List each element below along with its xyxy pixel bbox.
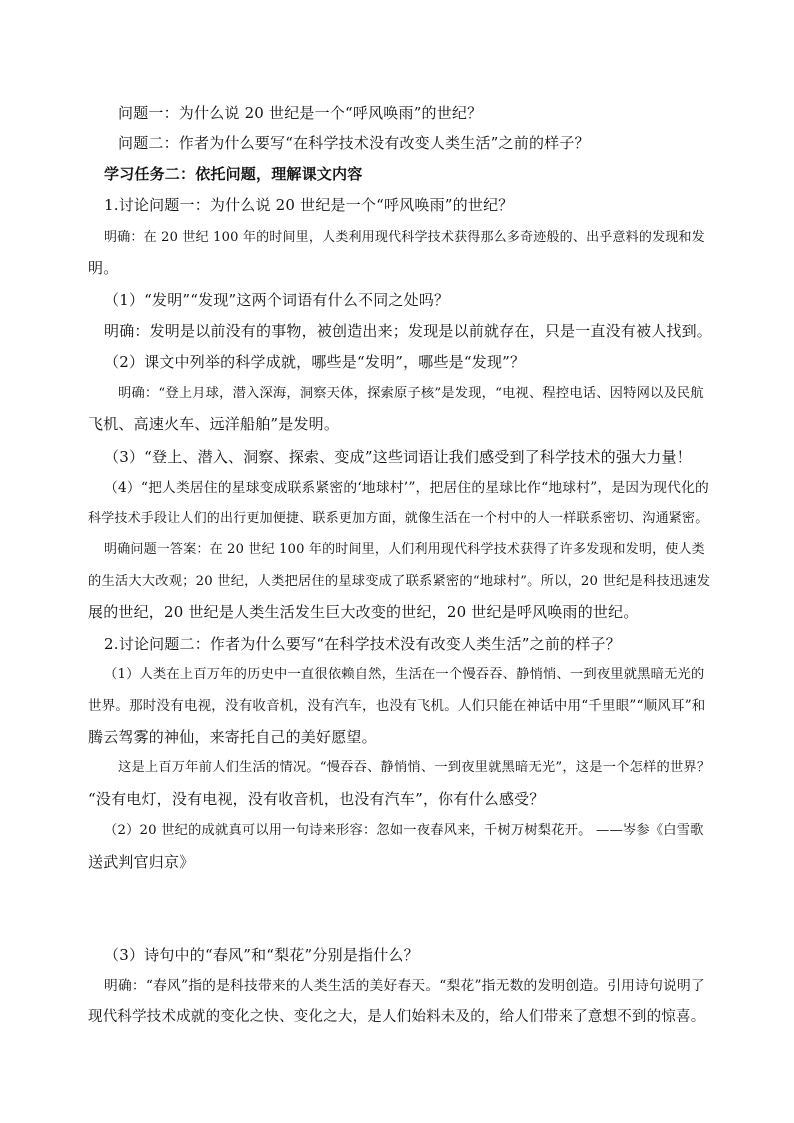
sub-point-4-line-2: 科学技术手段让人们的出行更加便捷、联系更加方面，就像生活在一个村中的人一样联系密切、沟通紧密。	[88, 511, 709, 526]
task-two-heading: 学习任务二：依托问题，理解课文内容	[104, 165, 363, 183]
para-2-line-1: 这是上百万年前人们生活的情况。“慢吞吞、静悄悄、一到夜里就黑暗无光”，这是一个怎样的世界？	[118, 760, 711, 775]
sub-point-4-line-1: （4）“把人类居住的星球变成联系紧密的‘地球村’”，把居住的星球比作“地球村”，是因为现代化的	[104, 480, 710, 496]
discussion-two-title: 2.讨论问题二：作者为什么要写“在科学技术没有改变人类生活”之前的样子？	[104, 635, 621, 653]
para-1-line-3: 腾云驾雾的神仙，来寄托自己的美好愿望。	[88, 728, 377, 746]
sub-question-1: （1）“发明”“发现”这两个词语有什么不同之处吗？	[104, 291, 450, 309]
answer-one-line-2: 的生活大大改观；20 世纪，人类把居住的星球变成了联系紧密的“地球村”。所以，20 世纪是科技迅速发	[88, 574, 711, 589]
para-3-line-2: 送武判官归京》	[88, 853, 195, 871]
sub-point-3: （3）“登上、潜入、洞察、探索、变成”这些词语让我们感受到了科学技术的强大力量！	[104, 448, 692, 466]
para-1-line-1: （1）人类在上百万年的历史中一直很依赖自然，生活在一个慢吞吞、静悄悄、一到夜里就黑暗无光的	[104, 667, 705, 682]
sub-answer-2-line-2: 飞机、高速火车、远洋船舶”是发明。	[88, 415, 340, 433]
sub-question-2: （2）课文中列举的科学成就，哪些是“发明”，哪些是“发现”？	[104, 353, 526, 371]
para-1-line-2: 世界。那时没有电视，没有收音机，没有汽车，也没有飞机。人们只能在神话中用“千里眼”“顺风耳”和	[88, 698, 706, 714]
discussion-one-title: 1.讨论问题一：为什么说 20 世纪是一个“呼风唤雨”的世纪？	[104, 196, 514, 214]
para-2-line-2: “没有电灯，没有电视，没有收音机，也没有汽车”，你有什么感受？	[88, 790, 545, 808]
sub-answer-2-line-1: 明确：“登上月球，潜入深海，洞察天体，探索原子核”是发现，“电视、程控电话、因特网以及民航	[118, 386, 704, 401]
discussion-one-answer-line-1: 明确：在 20 世纪 100 年的时间里，人类利用现代科学技术获得那么多奇迹般的、出乎意料的发现和发	[104, 230, 705, 245]
answer-one-line-3: 展的世纪，20 世纪是人类生活发生巨大改变的世纪，20 世纪是呼风唤雨的世纪。	[88, 603, 639, 621]
para-5-line-1: 明确：“春风”指的是科技带来的人类生活的美好春天。“梨花”指无数的发明创造。引用诗句说明了	[104, 978, 705, 994]
question-two: 问题二：作者为什么要写“在科学技术没有改变人类生活”之前的样子？	[118, 134, 590, 152]
para-5-line-2: 现代科学技术成就的变化之快、变化之大，是人们始料未及的，给人们带来了意想不到的惊喜。	[88, 1009, 706, 1025]
sub-answer-1: 明确：发明是以前没有的事物，被创造出来；发现是以前就存在，只是一直没有被人找到。	[104, 322, 713, 340]
discussion-one-answer-line-2: 明。	[88, 259, 119, 277]
answer-one-line-1: 明确问题一答案：在 20 世纪 100 年的时间里，人们利用现代科学技术获得了许多发现和发明，使人类	[104, 542, 705, 557]
para-4: （3）诗句中的“春风”和“梨花”分别是指什么？	[104, 946, 419, 964]
para-3-line-1: （2）20 世纪的成就真可以用一句诗来形容：忽如一夜春风来，千树万树梨花开。 ——岑参《白雪歌	[104, 823, 704, 838]
question-one: 问题一：为什么说 20 世纪是一个“呼风唤雨”的世纪？	[118, 104, 483, 122]
